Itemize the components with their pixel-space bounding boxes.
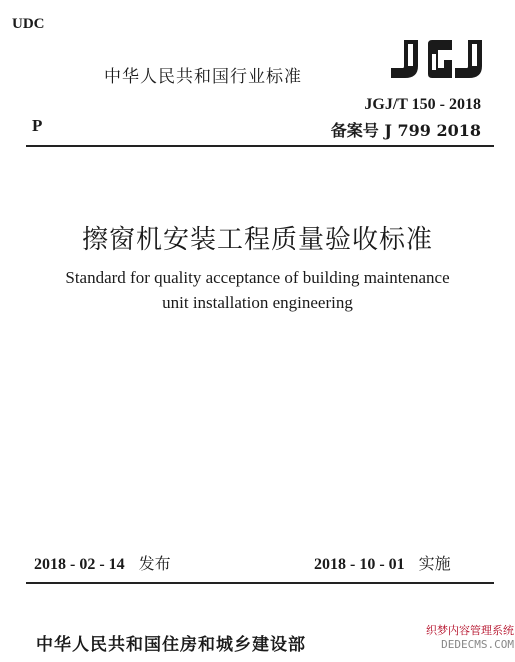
issue-label: 发布 [138, 554, 171, 573]
watermark [402, 624, 514, 652]
watermark-line2: DEDECMS.COM [441, 638, 514, 651]
standard-number: JGJ/T 150 - 2018 [364, 96, 481, 113]
issuing-ministry: 中华人民共和国住房和城乡建设部 [36, 635, 306, 655]
classification-letter: P [32, 116, 43, 135]
title-chinese: 擦窗机安装工程质量验收标准 [81, 225, 433, 255]
title-english-line1: Standard for quality acceptance of building maintenance [65, 268, 450, 287]
jgj-logo [384, 38, 488, 80]
implement-label: 实施 [418, 554, 451, 573]
implement-date: 2018 - 10 - 01 [314, 556, 405, 573]
industry-standard-heading: 中华人民共和国行业标准 [104, 67, 302, 87]
bottom-divider [26, 582, 494, 584]
issue-date: 2018 - 02 - 14 [34, 556, 125, 573]
udc-label: UDC [12, 16, 45, 32]
top-divider [26, 145, 494, 147]
implement-date-block [314, 551, 451, 574]
issue-date-block [34, 551, 171, 574]
record-number: 备案号 J 799 2018 [330, 121, 481, 140]
watermark-line1: 织梦内容管理系统 [426, 624, 514, 637]
title-english-line2: unit installation engineering [162, 293, 353, 312]
